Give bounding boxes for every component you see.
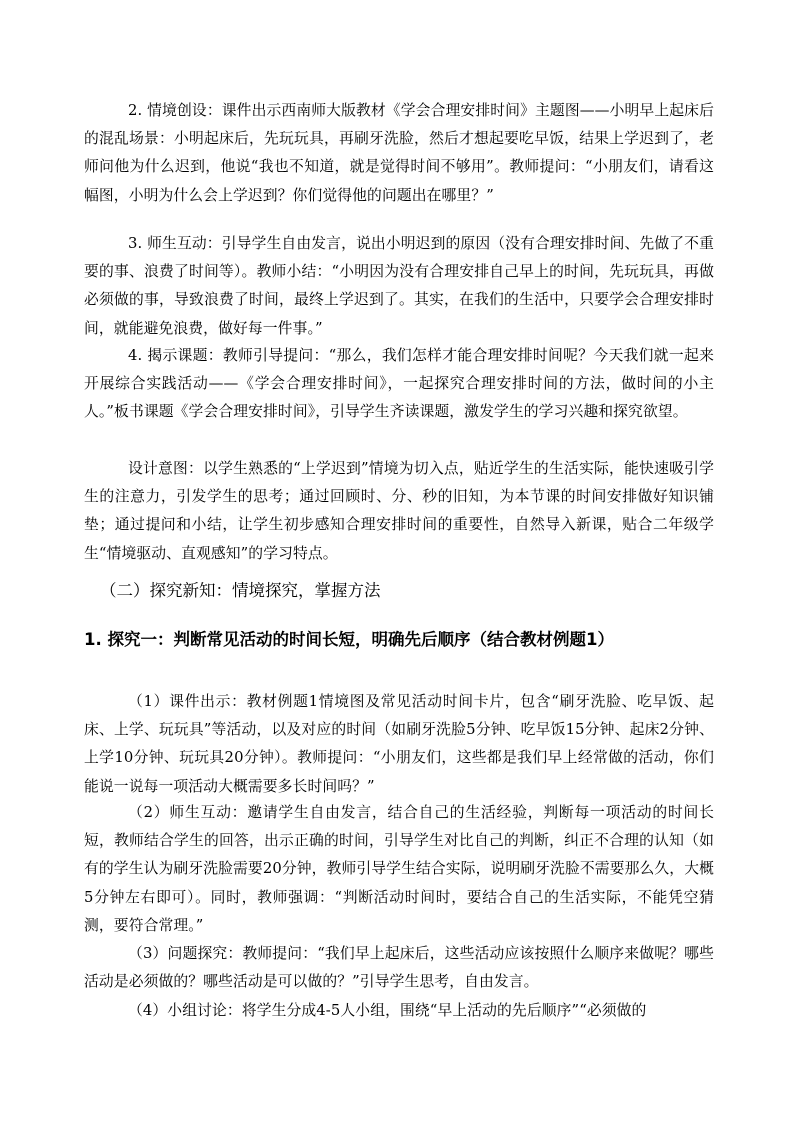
- paragraph-group-discussion: （4）小组讨论：将学生分成4-5人小组，围绕“早上活动的先后顺序”“必须做的: [128, 1002, 647, 1019]
- section-heading: （二）探究新知：情境探究，掌握方法: [100, 581, 381, 600]
- paragraph-courseware-display: （1）课件出示：教材例题1情境图及常见活动时间卡片，包含“刷牙洗脸、吃早饭、起床、上学、玩玩具”等活动，以及对应的时间（如刷牙洗脸5分钟、吃早饭15分钟、起床2分钟、上学10分钟、玩玩具20分钟）。教师提问：“小朋友们，这些都是我们早上经常做的活动，你们能说一说每一项活动大概需要多长时间吗？”: [84, 693, 714, 795]
- paragraph-problem-inquiry: （3）问题探究：教师提问：“我们早上起床后，这些活动应该按照什么顺序来做呢？哪些活动是必须做的？哪些活动是可以做的？”引导学生思考，自由发言。: [84, 945, 714, 991]
- paragraph-design-intent: 设计意图：以学生熟悉的“上学迟到”情境为切入点，贴近学生的生活实际，能快速吸引学生的注意力，引发学生的思考；通过回顾时、分、秒的旧知，为本节课的时间安排做好知识铺垫；通过提问和小结，让学生初步感知合理安排时间的重要性，自然导入新课，贴合二年级学生“情境驱动、直观感知”的学习特点。: [84, 460, 714, 562]
- subsection-heading: 1. 探究一：判断常见活动的时间长短，明确先后顺序（结合教材例题1）: [84, 630, 614, 649]
- paragraph-interaction: （2）师生互动：邀请学生自由发言，结合自己的生活经验，判断每一项活动的时间长短，教师结合学生的回答，出示正确的时间，引导学生对比自己的判断，纠正不合理的认知（如有的学生认为刷牙洗脸需要20分钟，教师引导学生结合实际，说明刷牙洗脸不需要那么久，大概5分钟左右即可）。同时，教师强调：“判断活动时间时，要结合自己的生活实际，不能凭空猜测，要符合常理。”: [84, 804, 714, 934]
- paragraph-scene-creation: 2. 情境创设：课件出示西南师大版教材《学会合理安排时间》主题图——小明早上起床后的混乱场景：小明起床后，先玩玩具，再刷牙洗脸，然后才想起要吃早饭，结果上学迟到了，老师问他为什么迟到，他说“我也不知道，就是觉得时间不够用”。教师提问：“小朋友们，请看这幅图，小明为什么会上学迟到？你们觉得他的问题出在哪里？”: [84, 102, 714, 204]
- paragraph-teacher-student-interaction: 3. 师生互动：引导学生自由发言，说出小明迟到的原因（没有合理安排时间、先做了不重要的事、浪费了时间等）。教师小结：“小明因为没有合理安排自己早上的时间，先玩玩具，再做必须做的事，导致浪费了时间，最终上学迟到了。其实，在我们的生活中，只要学会合理安排时间，就能避免浪费，做好每一件事。”: [84, 235, 714, 337]
- paragraph-reveal-topic: 4. 揭示课题：教师引导提问：“那么，我们怎样才能合理安排时间呢？今天我们就一起来开展综合实践活动——《学会合理安排时间》，一起探究合理安排时间的方法，做时间的小主人。”板书课题《学会合理安排时间》，引导学生齐读课题，激发学生的学习兴趣和探究欲望。: [84, 347, 714, 421]
